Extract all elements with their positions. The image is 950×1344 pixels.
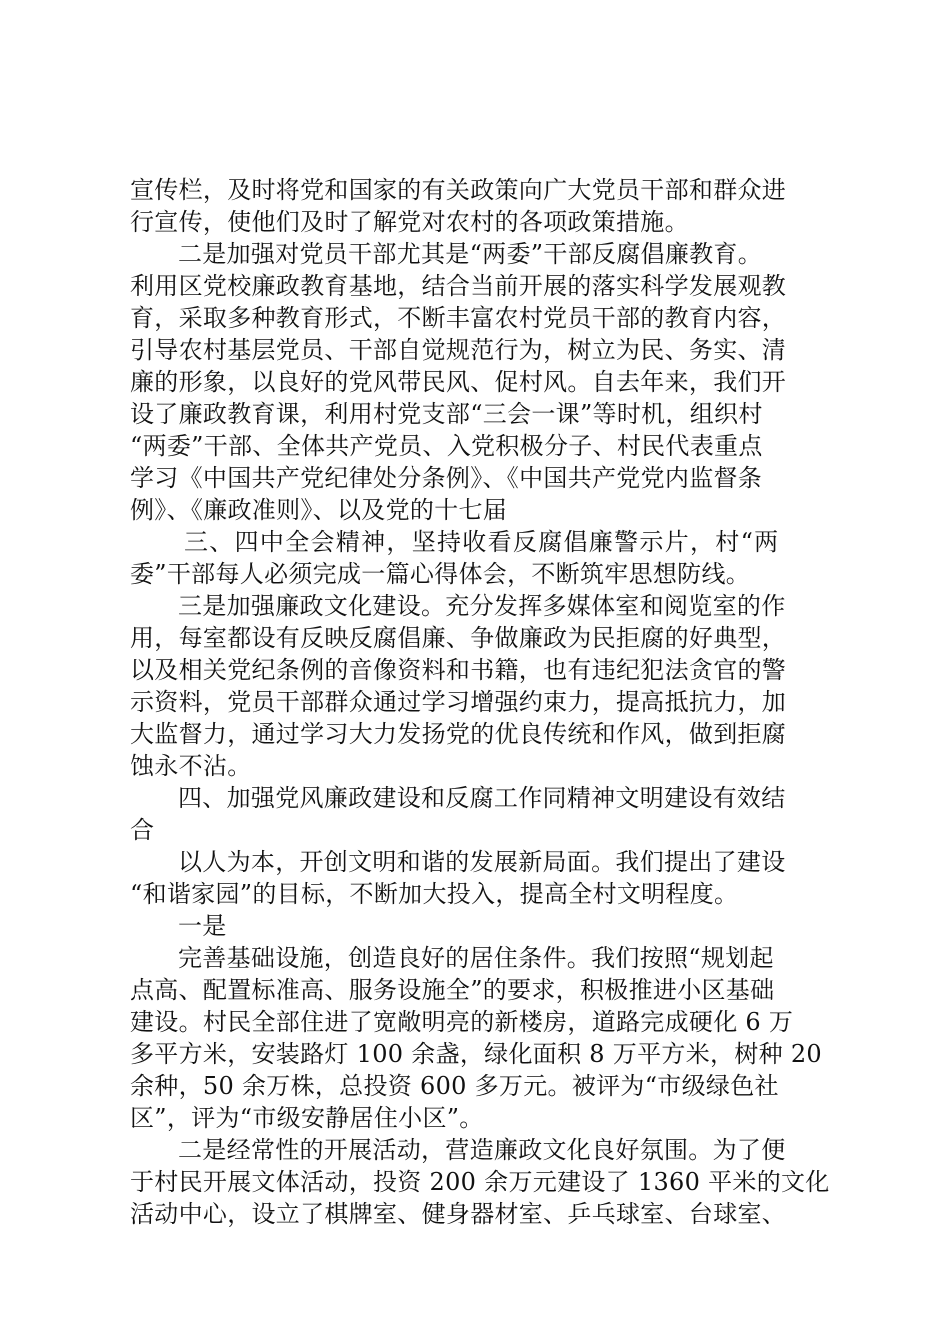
text-line: 三是加强廉政文化建设。充分发挥多媒体室和阅览室的作 bbox=[178, 592, 786, 620]
text-line: 学习《中国共产党纪律处分条例》、《中国共产党党内监督条 bbox=[130, 464, 763, 492]
text-line: 以及相关党纪条例的音像资料和书籍，也有违纪犯法贪官的警 bbox=[130, 656, 787, 684]
text-line: 建设。村民全部住进了宽敞明亮的新楼房，道路完成硬化 6 万 bbox=[130, 1008, 794, 1036]
text-line: 例》、《廉政准则》、以及党的十七届 bbox=[130, 496, 508, 524]
text-line: 二是经常性的开展活动，营造廉政文化良好氛围。为了便 bbox=[178, 1136, 786, 1164]
text-line: 活动中心，设立了棋牌室、健身器材室、乒乓球室、台球室、 bbox=[130, 1200, 787, 1228]
text-line: 点高、配置标准高、服务设施全”的要求，积极推进小区基础 bbox=[130, 976, 775, 1004]
section-heading: 四、加强党风廉政建设和反腐工作同精神文明建设有效结 bbox=[178, 784, 786, 812]
text-line: 委”干部每人必须完成一篇心得体会，不断筑牢思想防线。 bbox=[130, 560, 751, 588]
text-line: 设了廉政教育课，利用村党支部“三会一课”等时机，组织村 bbox=[130, 400, 763, 428]
text-line: 行宣传，使他们及时了解党对农村的各项政策措施。 bbox=[130, 208, 689, 236]
text-line: 于村民开展文体活动，投资 200 余万元建设了 1360 平米的文化 bbox=[130, 1168, 830, 1196]
text-line: 引导农村基层党员、干部自觉规范行为，树立为民、务实、清 bbox=[130, 336, 787, 364]
text-line: 一是 bbox=[178, 912, 227, 940]
text-line: 余种，50 余万株，总投资 600 多万元。被评为“市级绿色社 bbox=[130, 1072, 779, 1100]
text-line: 完善基础设施，创造良好的居住条件。我们按照“规划起 bbox=[178, 944, 774, 972]
text-line: 宣传栏，及时将党和国家的有关政策向广大党员干部和群众进 bbox=[130, 176, 787, 204]
text-line: 廉的形象，以良好的党风带民风、促村风。自去年来，我们开 bbox=[130, 368, 787, 396]
text-line: 三、四中全会精神，坚持收看反腐倡廉警示片，村“两 bbox=[184, 528, 780, 556]
text-line: 大监督力，通过学习大力发扬党的优良传统和作风，做到拒腐 bbox=[130, 720, 787, 748]
text-line: 多平方米，安装路灯 100 余盏，绿化面积 8 万平方米，树种 20 bbox=[130, 1040, 822, 1068]
text-line: 用，每室都设有反映反腐倡廉、争做廉政为民拒腐的好典型， bbox=[130, 624, 787, 652]
text-line: “两委”干部、全体共产党员、入党积极分子、村民代表重点 bbox=[130, 432, 763, 460]
text-line: “和谐家园”的目标，不断加大投入，提高全村文明程度。 bbox=[130, 880, 739, 908]
text-line: 利用区党校廉政教育基地，结合当前开展的落实科学发展观教 bbox=[130, 272, 787, 300]
section-heading: 合 bbox=[130, 816, 155, 844]
text-line: 区”，评为“市级安静居住小区”。 bbox=[130, 1104, 484, 1132]
text-line: 示资料，党员干部群众通过学习增强约束力，提高抵抗力，加 bbox=[130, 688, 787, 716]
text-line: 以人为本，开创文明和谐的发展新局面。我们提出了建设 bbox=[178, 848, 786, 876]
text-line: 二是加强对党员干部尤其是“两委”干部反腐倡廉教育。 bbox=[178, 240, 763, 268]
text-line: 蚀永不沾。 bbox=[130, 752, 252, 780]
text-line: 育，采取多种教育形式，不断丰富农村党员干部的教育内容， bbox=[130, 304, 787, 332]
